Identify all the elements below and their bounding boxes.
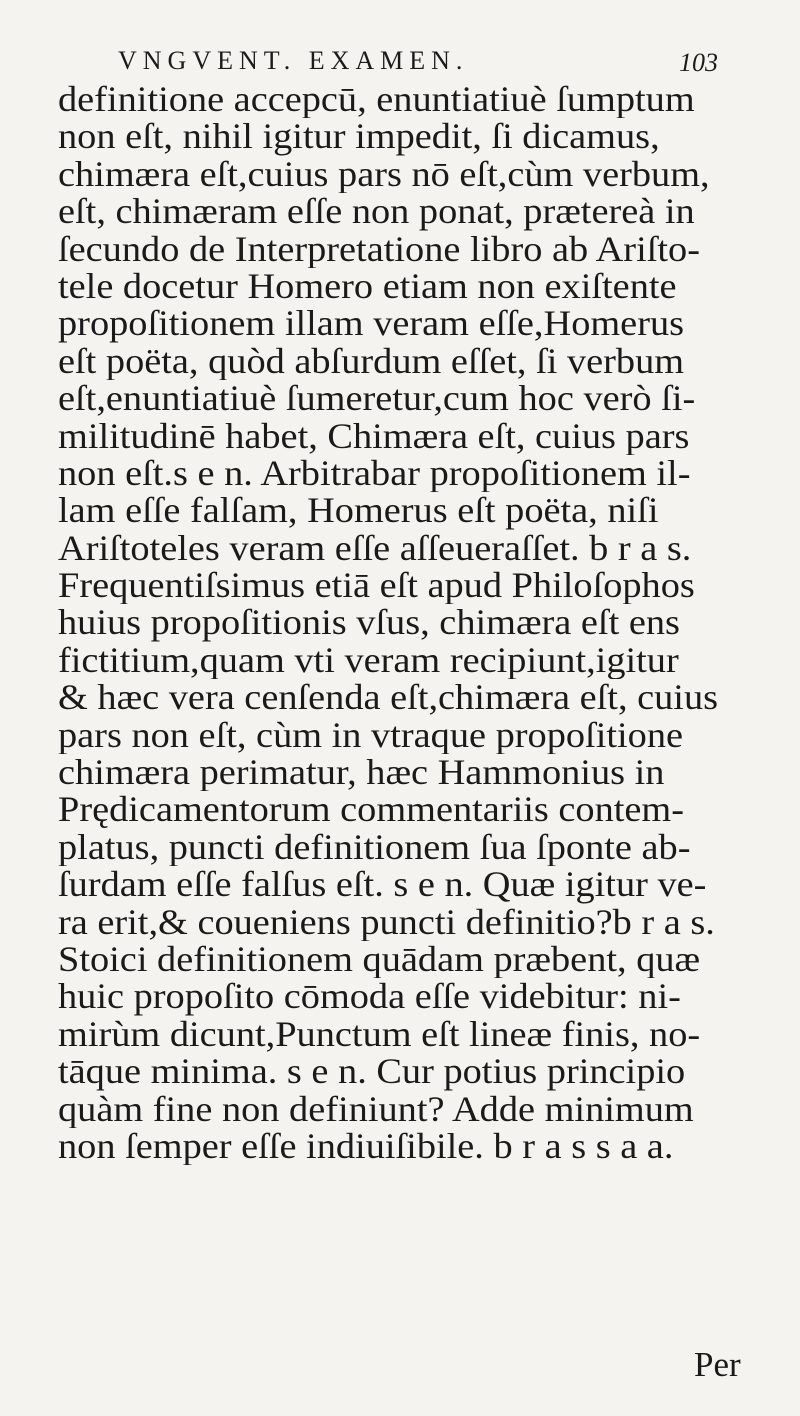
text-line: non eſt, nihil igitur impedit, ſi dicamus, [58,118,660,156]
text-line: chimæra eſt,cuius pars nō eſt,cùm verbum, [58,155,710,194]
text-line: Ariſtoteles veram eſſe aſſeueraſſet. b r a s. [58,529,692,568]
text-line: ſurdam eſſe falſus eſt. s e n. Quæ igitur ve- [58,866,707,904]
text-line: huic propoſito cōmoda eſſe videbitur: ni- [58,978,681,1016]
text-line: non ſemper eſſe indiuiſibile. b r a s s a a. [58,1127,674,1166]
catchword: Per [694,1345,741,1384]
text-line: platus, puncti definitionem ſua ſponte ab- [58,828,691,867]
text-line: definitione accepcū, enuntiatiuè ſumptum [58,81,695,119]
text-line: Frequentiſsimus etiā eſt apud Philoſophos [58,567,695,605]
text-line: eſt poëta, quòd abſurdum eſſet, ſi verbum [58,342,685,381]
text-line: eſt, chimæram eſſe non ponat, prætereà in [58,193,695,231]
text-line: non eſt.s e n. Arbitrabar propoſitionem il- [58,454,691,493]
page-header [118,46,718,86]
text-line: propoſitionem illam veram eſſe,Homerus [58,305,685,343]
text-line: tele docetur Homero etiam non exiſtente [58,267,677,306]
text-line: quàm fine non definiunt? Adde minimum [58,1090,694,1128]
text-line: Stoici definitionem quādam præbent, quæ [58,940,701,979]
text-line: fictitium,quam vti veram recipiunt,igitur [58,641,679,680]
text-line: & hæc vera cenſenda eſt,chimæra eſt, cuius [58,679,719,717]
text-line: tāque minima. s e n. Cur potius principio [58,1053,686,1091]
text-line: lam eſſe falſam, Homerus eſt poëta, niſi [58,492,659,530]
body-text [58,81,778,1165]
text-line: pars non eſt, cùm in vtraque propoſitione [58,716,684,755]
text-line: Prędicamentorum commentariis contem- [58,791,685,829]
text-line: ſecundo de Interpretatione libro ab Ariſto- [58,230,700,268]
text-line: militudinē habet, Chimæra eſt, cuius pars [58,417,690,455]
running-head: VNGVENT. EXAMEN. [118,46,469,75]
text-line: eſt,enuntiatiuè ſumeretur,cum hoc verò ſi- [58,380,696,418]
text-line: mirùm dicunt,Punctum eſt lineæ finis, no- [58,1015,701,1054]
page-number: 103 [679,48,718,77]
text-line: ra erit,& coueniens puncti definitio?b r a s. [58,903,715,941]
text-line: chimæra perimatur, hæc Hammonius in [58,754,665,792]
text-line: huius propoſitionis vſus, chimæra eſt ens [58,604,680,642]
